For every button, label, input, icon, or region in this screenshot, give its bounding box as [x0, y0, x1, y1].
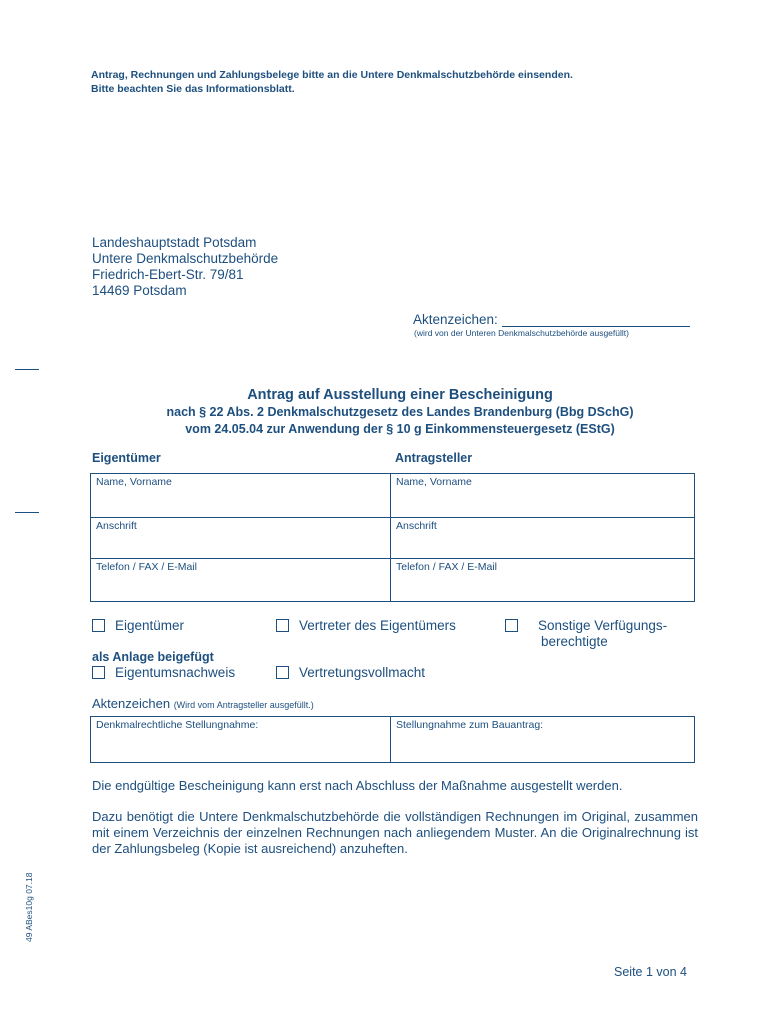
heritage-statement-field[interactable]	[91, 717, 391, 763]
aktenzeichen-label: Aktenzeichen:	[413, 312, 498, 327]
aktenzeichen-note: (wird von der Unteren Denkmalschutzbehörde ausgefüllt)	[414, 328, 629, 338]
aktenzeichen-blank[interactable]	[502, 313, 690, 327]
table-row	[91, 717, 695, 763]
attachment-power-of-attorney-option[interactable]	[276, 665, 425, 681]
role-other-label-line1: Sonstige Verfügungs-	[538, 618, 668, 633]
table-row	[91, 474, 695, 518]
owner-contact-field[interactable]	[91, 559, 391, 602]
address-line1: Landeshauptstadt Potsdam	[92, 235, 257, 250]
applicant-name-field[interactable]	[391, 474, 695, 518]
header-note-line2: Bitte beachten Sie das Informationsblatt.	[91, 83, 295, 95]
role-owner-label: Eigentümer	[115, 618, 185, 633]
title-sub1: nach § 22 Abs. 2 Denkmalschutzgesetz des Landes Brandenburg (Bbg DSchG)	[166, 405, 634, 419]
address-line4: 14469 Potsdam	[92, 283, 187, 298]
statements-table	[90, 716, 695, 763]
owner-address-field[interactable]	[91, 518, 391, 559]
applicant-contact-label: Telefon / FAX / E-Mail	[396, 561, 497, 573]
header-note	[91, 68, 573, 96]
attachments-heading: als Anlage beigefügt	[92, 650, 214, 664]
attachment-power-of-attorney-checkbox[interactable]	[276, 666, 289, 679]
applicant-name-label: Name, Vorname	[396, 476, 472, 488]
applicant-contact-field[interactable]	[391, 559, 695, 602]
role-owner-option[interactable]	[92, 618, 184, 634]
applicant-heading: Antragsteller	[395, 451, 473, 465]
fold-mark-top	[15, 369, 39, 370]
owner-name-field[interactable]	[91, 474, 391, 518]
form-title	[90, 386, 710, 438]
page-number: Seite 1 von 4	[614, 965, 687, 979]
role-other-label-line2: berechtigte	[541, 634, 608, 649]
applicant-address-label: Anschrift	[396, 520, 437, 532]
parties-table	[90, 473, 695, 602]
form-code: 49 ABes10g 07.18	[24, 872, 34, 942]
paragraph-required-invoices: Dazu benötigt die Untere Denkmalschutzbehörde die vollständigen Rechnungen im Original, zusammen mit einem Verzeichnis der einzelnen Rechnungen nach anliegendem Muster. An die Originalrechnung ist der Zahlungsbeleg (Kopie ist ausreichend) anzuheften.	[92, 809, 698, 856]
recipient-address	[92, 235, 278, 299]
attachment-ownership-checkbox[interactable]	[92, 666, 105, 679]
aktenzeichen2-note: (Wird vom Antragsteller ausgefüllt.)	[173, 700, 314, 710]
paragraph-final-certificate: Die endgültige Bescheinigung kann erst nach Abschluss der Maßnahme ausgestellt werden.	[92, 778, 623, 793]
header-note-line1: Antrag, Rechnungen und Zahlungsbelege bitte an die Untere Denkmalschutzbehörde einsenden.	[91, 69, 573, 81]
title-sub2: vom 24.05.04 zur Anwendung der § 10 g Einkommensteuergesetz (EStG)	[185, 422, 615, 436]
attachment-ownership-label: Eigentumsnachweis	[115, 665, 236, 680]
table-row	[91, 559, 695, 602]
building-permit-statement-field[interactable]	[391, 717, 695, 763]
role-representative-label: Vertreter des Eigentümers	[299, 618, 456, 633]
aktenzeichen-field[interactable]	[413, 312, 690, 327]
owner-name-label: Name, Vorname	[96, 476, 172, 488]
building-permit-statement-label: Stellungnahme zum Bauantrag:	[396, 719, 544, 731]
owner-heading: Eigentümer	[92, 451, 161, 465]
table-row	[91, 518, 695, 559]
attachment-ownership-option[interactable]	[92, 665, 235, 681]
aktenzeichen2-label: Aktenzeichen	[92, 696, 171, 711]
role-representative-option[interactable]	[276, 618, 456, 634]
address-line3: Friedrich-Ebert-Str. 79/81	[92, 267, 244, 282]
role-other-option[interactable]	[505, 618, 667, 634]
owner-contact-label: Telefon / FAX / E-Mail	[96, 561, 197, 573]
address-line2: Untere Denkmalschutzbehörde	[92, 251, 279, 266]
applicant-address-field[interactable]	[391, 518, 695, 559]
role-other-checkbox[interactable]	[505, 619, 518, 632]
fold-mark-bottom	[15, 512, 39, 513]
attachment-power-of-attorney-label: Vertretungsvollmacht	[299, 665, 426, 680]
aktenzeichen-section-heading	[92, 696, 314, 711]
role-owner-checkbox[interactable]	[92, 619, 105, 632]
owner-address-label: Anschrift	[96, 520, 137, 532]
title-main: Antrag auf Ausstellung einer Bescheinigung	[247, 387, 553, 403]
role-representative-checkbox[interactable]	[276, 619, 289, 632]
heritage-statement-label: Denkmalrechtliche Stellungnahme:	[96, 719, 259, 731]
